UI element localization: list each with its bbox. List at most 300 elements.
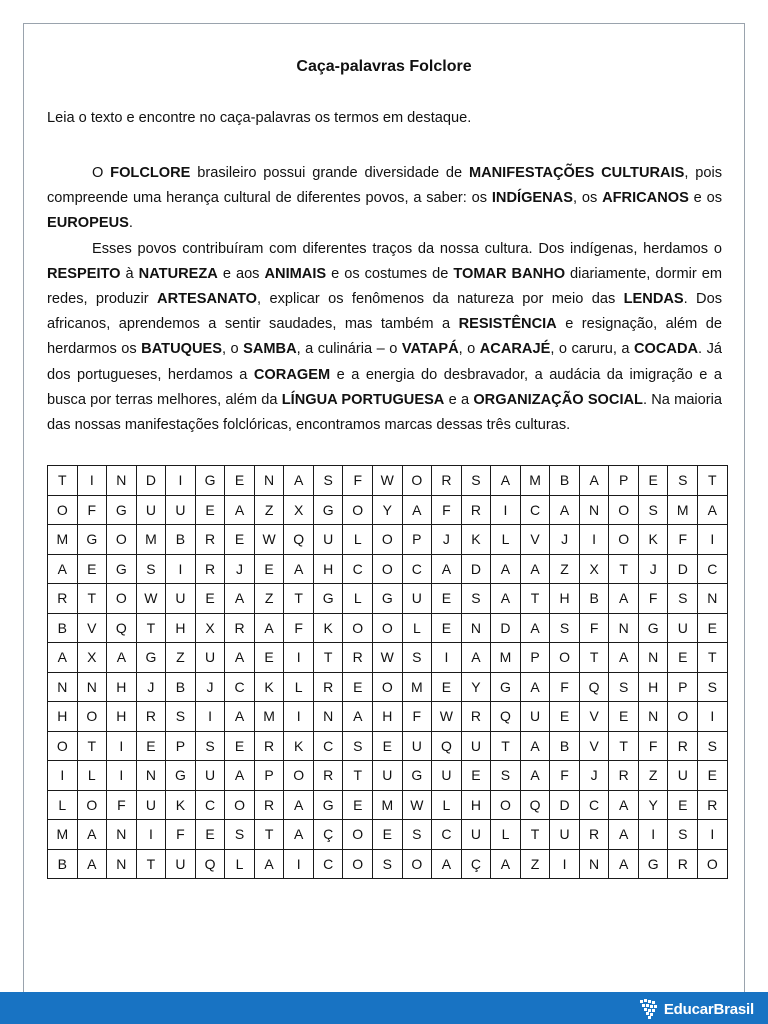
grid-cell[interactable]: V xyxy=(579,702,609,732)
grid-cell[interactable]: F xyxy=(638,731,668,761)
grid-cell[interactable]: T xyxy=(343,761,373,791)
grid-cell[interactable]: T xyxy=(698,643,728,673)
grid-cell[interactable]: O xyxy=(225,790,255,820)
grid-cell[interactable]: N xyxy=(107,820,137,850)
grid-cell[interactable]: O xyxy=(343,495,373,525)
grid-cell[interactable]: U xyxy=(373,761,403,791)
grid-cell[interactable]: G xyxy=(491,672,521,702)
grid-cell[interactable]: G xyxy=(107,495,137,525)
grid-cell[interactable]: C xyxy=(313,731,343,761)
grid-cell[interactable]: O xyxy=(609,495,639,525)
grid-cell[interactable]: T xyxy=(136,849,166,879)
grid-cell[interactable]: U xyxy=(166,495,196,525)
grid-cell[interactable]: E xyxy=(373,820,403,850)
grid-cell[interactable]: F xyxy=(432,495,462,525)
grid-cell[interactable]: J xyxy=(225,554,255,584)
grid-cell[interactable]: T xyxy=(254,820,284,850)
grid-cell[interactable]: V xyxy=(579,731,609,761)
grid-cell[interactable]: I xyxy=(284,643,314,673)
grid-cell[interactable]: A xyxy=(491,584,521,614)
grid-cell[interactable]: Z xyxy=(254,584,284,614)
grid-cell[interactable]: W xyxy=(373,643,403,673)
grid-cell[interactable]: Q xyxy=(491,702,521,732)
grid-cell[interactable]: A xyxy=(343,702,373,732)
grid-cell[interactable]: A xyxy=(609,584,639,614)
grid-cell[interactable]: U xyxy=(461,731,491,761)
grid-cell[interactable]: O xyxy=(491,790,521,820)
grid-cell[interactable]: H xyxy=(461,790,491,820)
grid-cell[interactable]: M xyxy=(520,466,550,496)
grid-cell[interactable]: A xyxy=(254,849,284,879)
grid-cell[interactable]: N xyxy=(107,849,137,879)
grid-cell[interactable]: U xyxy=(520,702,550,732)
grid-cell[interactable]: A xyxy=(77,820,107,850)
grid-cell[interactable]: R xyxy=(668,849,698,879)
brand-logo[interactable] xyxy=(638,996,754,1022)
grid-cell[interactable]: H xyxy=(107,702,137,732)
grid-cell[interactable]: T xyxy=(698,466,728,496)
grid-cell[interactable]: R xyxy=(136,702,166,732)
grid-cell[interactable]: B xyxy=(48,849,78,879)
grid-cell[interactable]: E xyxy=(343,790,373,820)
grid-cell[interactable]: N xyxy=(579,849,609,879)
grid-cell[interactable]: A xyxy=(491,554,521,584)
grid-cell[interactable]: O xyxy=(550,643,580,673)
grid-cell[interactable]: F xyxy=(284,613,314,643)
grid-cell[interactable]: L xyxy=(491,525,521,555)
grid-cell[interactable]: I xyxy=(107,731,137,761)
grid-cell[interactable]: K xyxy=(254,672,284,702)
grid-cell[interactable]: O xyxy=(48,731,78,761)
grid-cell[interactable]: A xyxy=(461,643,491,673)
grid-cell[interactable]: Ç xyxy=(313,820,343,850)
grid-cell[interactable]: O xyxy=(609,525,639,555)
grid-cell[interactable]: T xyxy=(609,731,639,761)
grid-cell[interactable]: R xyxy=(254,790,284,820)
grid-cell[interactable]: E xyxy=(225,466,255,496)
grid-cell[interactable]: P xyxy=(668,672,698,702)
grid-cell[interactable]: M xyxy=(373,790,403,820)
grid-cell[interactable]: J xyxy=(195,672,225,702)
grid-cell[interactable]: P xyxy=(402,525,432,555)
grid-cell[interactable]: E xyxy=(136,731,166,761)
grid-cell[interactable]: L xyxy=(491,820,521,850)
grid-cell[interactable]: T xyxy=(491,731,521,761)
grid-cell[interactable]: B xyxy=(550,466,580,496)
grid-cell[interactable]: G xyxy=(402,761,432,791)
grid-cell[interactable]: J xyxy=(638,554,668,584)
grid-cell[interactable]: E xyxy=(373,731,403,761)
grid-cell[interactable]: R xyxy=(313,672,343,702)
grid-cell[interactable]: M xyxy=(254,702,284,732)
grid-cell[interactable]: E xyxy=(668,790,698,820)
grid-cell[interactable]: Q xyxy=(520,790,550,820)
grid-cell[interactable]: A xyxy=(225,702,255,732)
grid-cell[interactable]: C xyxy=(225,672,255,702)
grid-cell[interactable]: A xyxy=(284,790,314,820)
grid-cell[interactable]: R xyxy=(461,702,491,732)
grid-cell[interactable]: I xyxy=(698,702,728,732)
grid-cell[interactable]: I xyxy=(136,820,166,850)
grid-cell[interactable]: K xyxy=(284,731,314,761)
grid-cell[interactable]: S xyxy=(313,466,343,496)
grid-cell[interactable]: S xyxy=(461,466,491,496)
grid-cell[interactable]: E xyxy=(254,554,284,584)
grid-cell[interactable]: R xyxy=(225,613,255,643)
grid-cell[interactable]: T xyxy=(609,554,639,584)
grid-cell[interactable]: U xyxy=(402,584,432,614)
grid-cell[interactable]: F xyxy=(77,495,107,525)
grid-cell[interactable]: F xyxy=(579,613,609,643)
grid-cell[interactable]: N xyxy=(48,672,78,702)
grid-cell[interactable]: O xyxy=(77,702,107,732)
grid-cell[interactable]: O xyxy=(402,849,432,879)
grid-cell[interactable]: S xyxy=(461,584,491,614)
grid-cell[interactable]: I xyxy=(550,849,580,879)
grid-cell[interactable]: D xyxy=(668,554,698,584)
grid-cell[interactable]: R xyxy=(698,790,728,820)
grid-cell[interactable]: N xyxy=(609,613,639,643)
grid-cell[interactable]: R xyxy=(195,525,225,555)
grid-cell[interactable]: R xyxy=(48,584,78,614)
grid-cell[interactable]: W xyxy=(254,525,284,555)
grid-cell[interactable]: O xyxy=(107,525,137,555)
grid-cell[interactable]: S xyxy=(668,820,698,850)
grid-cell[interactable]: L xyxy=(284,672,314,702)
grid-cell[interactable]: S xyxy=(225,820,255,850)
grid-cell[interactable]: U xyxy=(166,584,196,614)
grid-cell[interactable]: K xyxy=(461,525,491,555)
grid-cell[interactable]: E xyxy=(609,702,639,732)
grid-cell[interactable]: G xyxy=(373,584,403,614)
grid-cell[interactable]: Q xyxy=(195,849,225,879)
grid-cell[interactable]: N xyxy=(638,702,668,732)
grid-cell[interactable]: I xyxy=(166,554,196,584)
grid-cell[interactable]: A xyxy=(402,495,432,525)
grid-cell[interactable]: I xyxy=(107,761,137,791)
grid-cell[interactable]: A xyxy=(609,643,639,673)
grid-cell[interactable]: E xyxy=(195,820,225,850)
grid-cell[interactable]: O xyxy=(373,672,403,702)
grid-cell[interactable]: F xyxy=(550,761,580,791)
grid-cell[interactable]: R xyxy=(579,820,609,850)
grid-cell[interactable]: A xyxy=(48,643,78,673)
grid-cell[interactable]: M xyxy=(402,672,432,702)
grid-cell[interactable]: S xyxy=(638,495,668,525)
grid-cell[interactable]: A xyxy=(520,761,550,791)
grid-cell[interactable]: F xyxy=(343,466,373,496)
grid-cell[interactable]: I xyxy=(284,849,314,879)
grid-cell[interactable]: E xyxy=(195,495,225,525)
grid-cell[interactable]: Y xyxy=(461,672,491,702)
grid-cell[interactable]: E xyxy=(638,466,668,496)
grid-cell[interactable]: S xyxy=(668,584,698,614)
grid-cell[interactable]: X xyxy=(284,495,314,525)
grid-cell[interactable]: O xyxy=(284,761,314,791)
grid-cell[interactable]: E xyxy=(432,672,462,702)
grid-cell[interactable]: Z xyxy=(638,761,668,791)
grid-cell[interactable]: A xyxy=(609,790,639,820)
grid-cell[interactable]: U xyxy=(136,495,166,525)
grid-cell[interactable]: E xyxy=(225,525,255,555)
grid-cell[interactable]: O xyxy=(343,820,373,850)
grid-cell[interactable]: Z xyxy=(520,849,550,879)
grid-cell[interactable]: G xyxy=(313,584,343,614)
grid-cell[interactable]: H xyxy=(107,672,137,702)
grid-cell[interactable]: U xyxy=(461,820,491,850)
grid-cell[interactable]: V xyxy=(77,613,107,643)
grid-cell[interactable]: H xyxy=(638,672,668,702)
grid-cell[interactable]: E xyxy=(698,613,728,643)
grid-cell[interactable]: Q xyxy=(284,525,314,555)
grid-cell[interactable]: S xyxy=(373,849,403,879)
grid-cell[interactable]: U xyxy=(195,761,225,791)
grid-cell[interactable]: I xyxy=(698,525,728,555)
grid-cell[interactable]: M xyxy=(48,820,78,850)
grid-cell[interactable]: A xyxy=(579,466,609,496)
grid-cell[interactable]: O xyxy=(668,702,698,732)
grid-cell[interactable]: R xyxy=(195,554,225,584)
grid-cell[interactable]: L xyxy=(48,790,78,820)
grid-cell[interactable]: N xyxy=(313,702,343,732)
grid-cell[interactable]: I xyxy=(77,466,107,496)
grid-cell[interactable]: A xyxy=(107,643,137,673)
grid-cell[interactable]: L xyxy=(402,613,432,643)
grid-cell[interactable]: A xyxy=(77,849,107,879)
grid-cell[interactable]: A xyxy=(491,849,521,879)
grid-cell[interactable]: I xyxy=(698,820,728,850)
grid-cell[interactable]: A xyxy=(432,849,462,879)
grid-cell[interactable]: P xyxy=(166,731,196,761)
grid-cell[interactable]: F xyxy=(402,702,432,732)
grid-cell[interactable]: T xyxy=(284,584,314,614)
grid-cell[interactable]: Ç xyxy=(461,849,491,879)
grid-cell[interactable]: S xyxy=(402,820,432,850)
grid-cell[interactable]: Q xyxy=(579,672,609,702)
grid-cell[interactable]: U xyxy=(668,761,698,791)
grid-cell[interactable]: A xyxy=(609,820,639,850)
grid-cell[interactable]: S xyxy=(668,466,698,496)
grid-cell[interactable]: G xyxy=(136,643,166,673)
grid-cell[interactable]: C xyxy=(579,790,609,820)
grid-cell[interactable]: R xyxy=(668,731,698,761)
grid-cell[interactable]: U xyxy=(550,820,580,850)
grid-cell[interactable]: O xyxy=(373,525,403,555)
grid-cell[interactable]: M xyxy=(668,495,698,525)
grid-cell[interactable]: O xyxy=(77,790,107,820)
grid-cell[interactable]: A xyxy=(284,820,314,850)
grid-cell[interactable]: B xyxy=(166,672,196,702)
grid-cell[interactable]: H xyxy=(313,554,343,584)
grid-cell[interactable]: T xyxy=(48,466,78,496)
grid-cell[interactable]: B xyxy=(579,584,609,614)
grid-cell[interactable]: N xyxy=(77,672,107,702)
grid-cell[interactable]: O xyxy=(373,554,403,584)
grid-cell[interactable]: O xyxy=(343,849,373,879)
grid-cell[interactable]: B xyxy=(166,525,196,555)
grid-cell[interactable]: A xyxy=(225,495,255,525)
grid-cell[interactable]: H xyxy=(48,702,78,732)
grid-cell[interactable]: S xyxy=(195,731,225,761)
grid-cell[interactable]: G xyxy=(166,761,196,791)
grid-cell[interactable]: U xyxy=(668,613,698,643)
grid-cell[interactable]: Z xyxy=(550,554,580,584)
grid-cell[interactable]: A xyxy=(225,584,255,614)
grid-cell[interactable]: G xyxy=(638,613,668,643)
grid-cell[interactable]: M xyxy=(136,525,166,555)
grid-cell[interactable]: C xyxy=(432,820,462,850)
grid-cell[interactable]: T xyxy=(520,820,550,850)
grid-cell[interactable]: S xyxy=(136,554,166,584)
grid-cell[interactable]: W xyxy=(136,584,166,614)
grid-cell[interactable]: Z xyxy=(166,643,196,673)
grid-cell[interactable]: N xyxy=(136,761,166,791)
grid-cell[interactable]: D xyxy=(550,790,580,820)
grid-cell[interactable]: K xyxy=(638,525,668,555)
grid-cell[interactable]: A xyxy=(550,495,580,525)
grid-cell[interactable]: I xyxy=(432,643,462,673)
grid-cell[interactable]: A xyxy=(520,731,550,761)
grid-cell[interactable]: E xyxy=(195,584,225,614)
grid-cell[interactable]: N xyxy=(107,466,137,496)
grid-cell[interactable]: A xyxy=(698,495,728,525)
grid-cell[interactable]: R xyxy=(609,761,639,791)
grid-cell[interactable]: R xyxy=(313,761,343,791)
grid-cell[interactable]: E xyxy=(461,761,491,791)
grid-cell[interactable]: T xyxy=(77,731,107,761)
grid-cell[interactable]: G xyxy=(77,525,107,555)
grid-cell[interactable]: E xyxy=(432,584,462,614)
grid-cell[interactable]: E xyxy=(668,643,698,673)
grid-cell[interactable]: A xyxy=(284,554,314,584)
grid-cell[interactable]: O xyxy=(402,466,432,496)
grid-cell[interactable]: I xyxy=(491,495,521,525)
grid-cell[interactable]: R xyxy=(432,466,462,496)
grid-cell[interactable]: L xyxy=(343,584,373,614)
grid-cell[interactable]: E xyxy=(343,672,373,702)
grid-cell[interactable]: S xyxy=(343,731,373,761)
grid-cell[interactable]: E xyxy=(432,613,462,643)
grid-cell[interactable]: X xyxy=(579,554,609,584)
grid-cell[interactable]: S xyxy=(166,702,196,732)
grid-cell[interactable]: N xyxy=(698,584,728,614)
grid-cell[interactable]: G xyxy=(313,495,343,525)
grid-cell[interactable]: N xyxy=(579,495,609,525)
grid-cell[interactable]: O xyxy=(698,849,728,879)
grid-cell[interactable]: L xyxy=(343,525,373,555)
grid-cell[interactable]: M xyxy=(48,525,78,555)
grid-cell[interactable]: O xyxy=(343,613,373,643)
grid-cell[interactable]: E xyxy=(77,554,107,584)
grid-cell[interactable]: G xyxy=(638,849,668,879)
grid-cell[interactable]: P xyxy=(254,761,284,791)
grid-cell[interactable]: K xyxy=(166,790,196,820)
grid-cell[interactable]: B xyxy=(48,613,78,643)
grid-cell[interactable]: I xyxy=(195,702,225,732)
grid-cell[interactable]: O xyxy=(107,584,137,614)
grid-cell[interactable]: G xyxy=(195,466,225,496)
grid-cell[interactable]: M xyxy=(491,643,521,673)
grid-cell[interactable]: E xyxy=(550,702,580,732)
grid-cell[interactable]: G xyxy=(107,554,137,584)
grid-cell[interactable]: A xyxy=(609,849,639,879)
grid-cell[interactable]: T xyxy=(313,643,343,673)
grid-cell[interactable]: L xyxy=(225,849,255,879)
grid-cell[interactable]: P xyxy=(609,466,639,496)
grid-cell[interactable]: L xyxy=(432,790,462,820)
grid-cell[interactable]: S xyxy=(550,613,580,643)
grid-cell[interactable]: C xyxy=(402,554,432,584)
grid-cell[interactable]: C xyxy=(343,554,373,584)
grid-cell[interactable]: A xyxy=(284,466,314,496)
grid-cell[interactable]: T xyxy=(520,584,550,614)
grid-cell[interactable]: F xyxy=(166,820,196,850)
grid-cell[interactable]: U xyxy=(166,849,196,879)
grid-cell[interactable]: E xyxy=(225,731,255,761)
grid-cell[interactable]: K xyxy=(313,613,343,643)
grid-cell[interactable]: G xyxy=(313,790,343,820)
grid-cell[interactable]: E xyxy=(254,643,284,673)
grid-cell[interactable]: S xyxy=(609,672,639,702)
grid-cell[interactable]: X xyxy=(77,643,107,673)
grid-cell[interactable]: I xyxy=(284,702,314,732)
grid-cell[interactable]: Y xyxy=(638,790,668,820)
grid-cell[interactable]: A xyxy=(254,613,284,643)
grid-cell[interactable]: R xyxy=(254,731,284,761)
grid-cell[interactable]: D xyxy=(136,466,166,496)
grid-cell[interactable]: J xyxy=(136,672,166,702)
grid-cell[interactable]: N xyxy=(638,643,668,673)
grid-cell[interactable]: N xyxy=(461,613,491,643)
grid-cell[interactable]: J xyxy=(579,761,609,791)
grid-cell[interactable]: S xyxy=(698,731,728,761)
grid-cell[interactable]: E xyxy=(698,761,728,791)
grid-cell[interactable]: F xyxy=(107,790,137,820)
grid-cell[interactable]: A xyxy=(520,613,550,643)
grid-cell[interactable]: Z xyxy=(254,495,284,525)
grid-cell[interactable]: C xyxy=(195,790,225,820)
grid-cell[interactable]: U xyxy=(136,790,166,820)
grid-cell[interactable]: A xyxy=(432,554,462,584)
grid-cell[interactable]: A xyxy=(225,643,255,673)
grid-cell[interactable]: W xyxy=(373,466,403,496)
grid-cell[interactable]: D xyxy=(461,554,491,584)
grid-cell[interactable]: R xyxy=(461,495,491,525)
grid-cell[interactable]: U xyxy=(195,643,225,673)
grid-cell[interactable]: C xyxy=(698,554,728,584)
grid-cell[interactable]: S xyxy=(491,761,521,791)
grid-cell[interactable]: B xyxy=(550,731,580,761)
grid-cell[interactable]: F xyxy=(638,584,668,614)
grid-cell[interactable]: W xyxy=(402,790,432,820)
grid-cell[interactable]: A xyxy=(491,466,521,496)
grid-cell[interactable]: U xyxy=(402,731,432,761)
grid-cell[interactable]: S xyxy=(698,672,728,702)
grid-cell[interactable]: I xyxy=(638,820,668,850)
grid-cell[interactable]: H xyxy=(166,613,196,643)
grid-cell[interactable]: O xyxy=(48,495,78,525)
grid-cell[interactable]: H xyxy=(373,702,403,732)
grid-cell[interactable]: C xyxy=(520,495,550,525)
grid-cell[interactable]: F xyxy=(550,672,580,702)
grid-cell[interactable]: A xyxy=(225,761,255,791)
grid-cell[interactable]: T xyxy=(136,613,166,643)
grid-cell[interactable]: S xyxy=(402,643,432,673)
grid-cell[interactable]: Y xyxy=(373,495,403,525)
grid-cell[interactable]: V xyxy=(520,525,550,555)
grid-cell[interactable]: I xyxy=(579,525,609,555)
grid-cell[interactable]: W xyxy=(432,702,462,732)
